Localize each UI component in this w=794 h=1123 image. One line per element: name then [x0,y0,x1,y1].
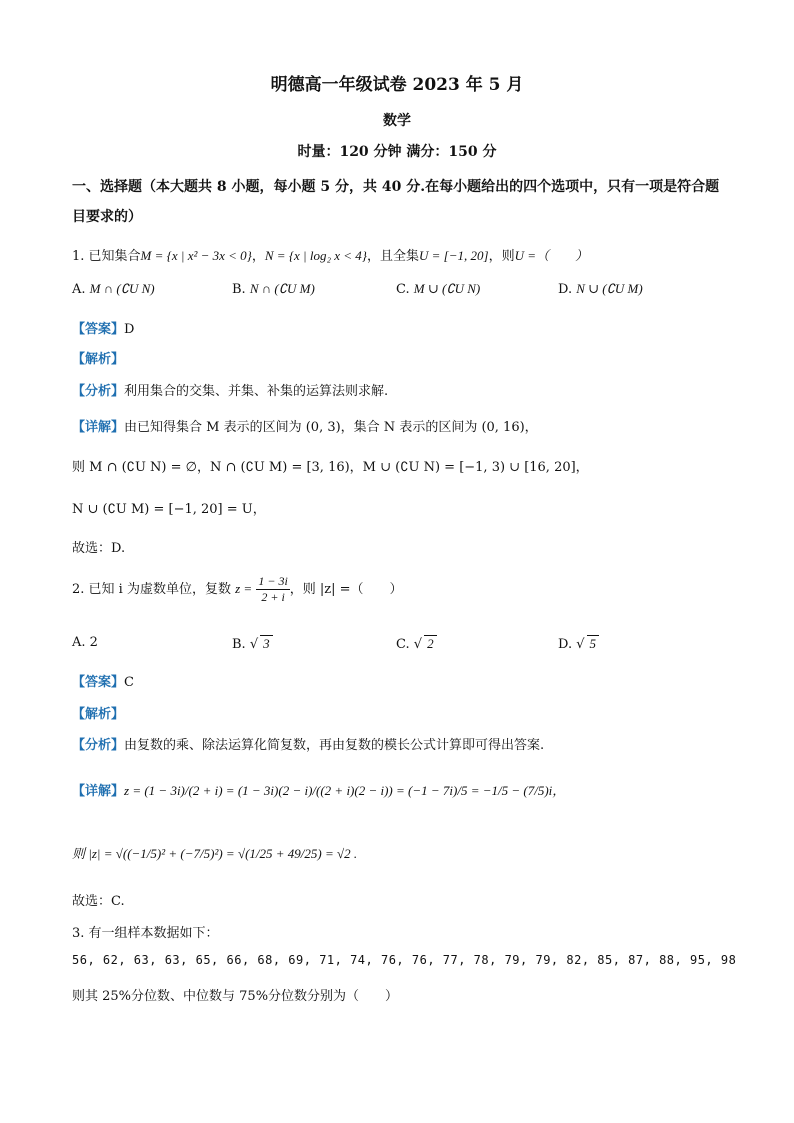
q1-conclusion: 故选：D. [72,541,126,556]
q1-options [72,281,732,301]
option-text: M ∪ (∁U N) [413,281,481,296]
q2-z-eq: z = [235,581,253,596]
option-text: 5 [587,635,600,652]
q1-universe: U = [−1, 20] [419,248,489,263]
exam-subject: 数学 [383,113,411,129]
option-label: A. [72,282,86,297]
answer-value: C [124,675,134,690]
q1-option-a [72,281,155,297]
option-text: N ∪ (∁U M) [576,281,643,296]
q2-fenxi [72,734,544,753]
q1-option-c [396,281,480,297]
sqrt-icon: √ [576,637,585,652]
q1-option-b [232,281,315,297]
q2-stem [72,574,403,605]
option-label: A. [72,635,86,650]
answer-tag: 【答案】 [72,322,125,337]
q2-stem-a: 2. 已知 i 为虚数单位，复数 [72,582,231,597]
option-label: C. [396,282,410,297]
q2-answer [72,671,134,690]
q1-stem-b: ，且全集 [367,249,420,264]
q1-detail-1 [72,416,538,435]
q1-stem-a: 1. 已知集合 [72,249,141,264]
sqrt-icon: √ [413,637,423,652]
q2-option-c [396,635,437,652]
q1-ask: U =（ ） [514,248,589,263]
option-label: D. [558,282,573,297]
q1-detail-3: N ∪ (∁U M) = [−1, 20] = U， [72,502,266,517]
fenxi-tag: 【分析】 [72,738,125,753]
q2-option-b [232,635,273,652]
q2-analysis-tag [72,703,124,722]
q2-fraction [256,574,289,605]
option-text: 3 [260,635,273,652]
fenxi-text: 利用集合的交集、并集、补集的运算法则求解. [124,384,389,399]
q1-stem-c: ，则 [488,249,515,264]
detail-text: 则 |z| = √((−1/5)² + (−7/5)²) = √(1/25 + 49/25) = √2 . [72,846,358,861]
option-text: 2 [89,635,98,650]
fenxi-tag: 【分析】 [72,384,125,399]
option-label: B. [232,637,246,652]
q2-detail-1 [72,780,565,799]
q1-answer [72,318,134,337]
q2-conclusion: 故选：C. [72,894,125,909]
q2-option-d [558,635,599,652]
q3-stem: 3. 有一组样本数据如下： [72,926,219,941]
q2-option-a [72,635,98,650]
q2-detail-2 [72,843,357,862]
q2-stem-b: ，则 |z| =（ ） [289,582,403,597]
answer-tag: 【答案】 [72,675,125,690]
section-heading: 一、选择题（本大题共 8 小题，每小题 5 分，共 40 分.在每小题给出的四个选项中，只有一项是符合题目要求的） [72,179,720,225]
detail-text: 由已知得集合 M 表示的区间为 (0, 3)，集合 N 表示的区间为 (0, 16)， [124,420,538,435]
analysis-tag: 【解析】 [72,707,125,722]
q1-set-m: M = {x | x² − 3x < 0} [140,248,252,263]
fenxi-text: 由复数的乘、除法运算化简复数，再由复数的模长公式计算即可得出答案. [124,738,545,753]
exam-title: 明德高一年级试卷 2023 年 5 月 [270,75,524,95]
option-text: M ∩ (∁U N) [89,281,155,296]
q3-ask: 则其 25%分位数、中位数与 75%分位数分别为（ ） [72,989,399,1004]
detail-text: z = (1 − 3i)/(2 + i) = (1 − 3i)(2 − i)/((2 + i)(2 − i)) = (−1 − 7i)/5 = −1/5 − (7/5)i， [124,783,566,798]
q1-sep: ， [251,249,265,264]
answer-value: D [124,322,135,337]
fraction-denominator: 2 + i [261,590,285,604]
q1-stem [72,245,588,264]
q2-options [72,635,732,655]
sqrt-icon: √ [249,637,259,652]
q3-data: 56, 62, 63, 63, 65, 66, 68, 69, 71, 74, 76, 76, 77, 78, 79, 79, 82, 85, 87, 88, 95, 98 [72,953,737,967]
fraction-numerator: 1 − 3i [258,574,288,588]
exam-timing: 时量：120 分钟 满分：150 分 [297,144,497,160]
option-label: C. [396,637,410,652]
q1-fenxi [72,380,388,399]
q1-option-d [558,281,643,297]
option-text: N ∩ (∁U M) [249,281,315,296]
detail-tag: 【详解】 [72,784,125,799]
option-label: D. [558,637,573,652]
q1-detail-2: 则 M ∩ (∁U N) = ∅，N ∩ (∁U M) = [3, 16)，M ∪ (∁U N) = [−1, 3) ∪ [16, 20]， [72,460,589,475]
option-label: B. [232,282,246,297]
option-text: 2 [424,635,437,652]
detail-tag: 【详解】 [72,420,125,435]
analysis-tag: 【解析】 [72,352,125,367]
q1-analysis-tag [72,348,124,367]
q1-set-n: N = {x | log₂ x < 4} [264,248,367,263]
